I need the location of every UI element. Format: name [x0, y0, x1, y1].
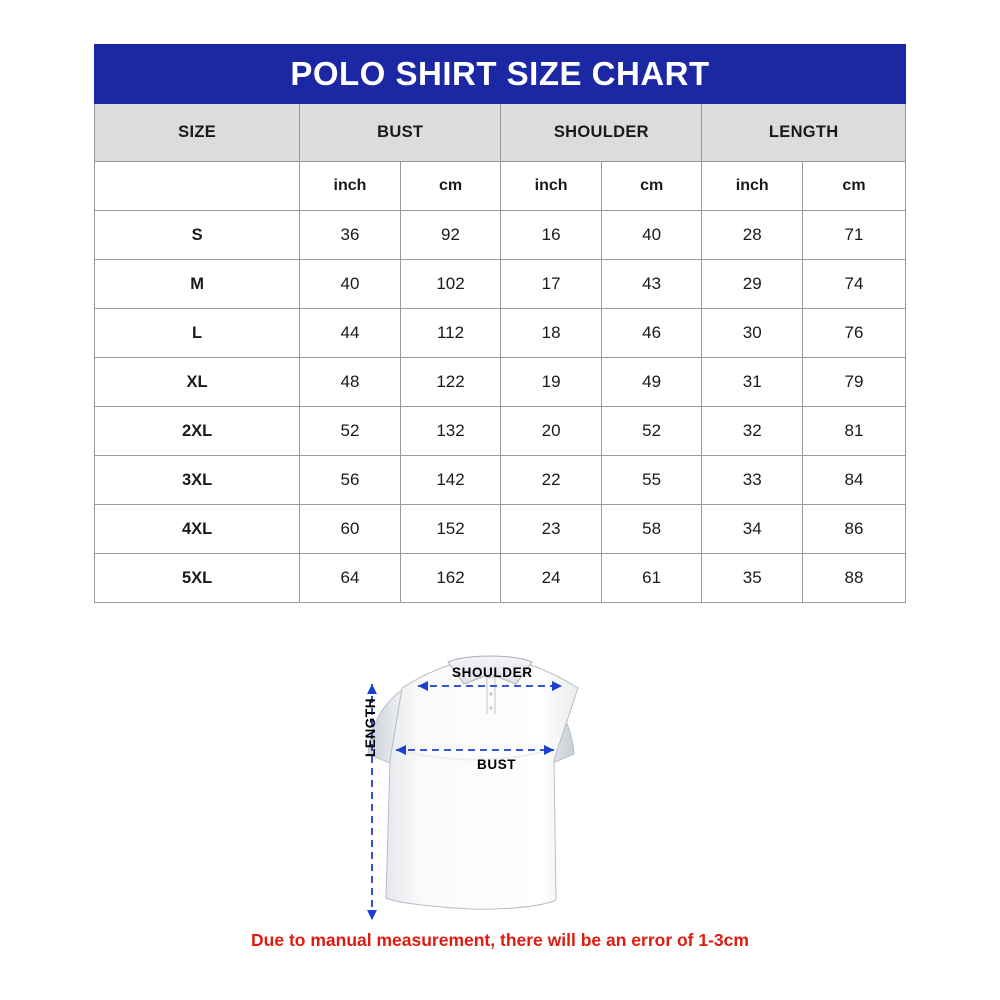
- unit-cell-shoulder-inch: inch: [501, 162, 602, 211]
- cell-length-inch: 34: [702, 505, 803, 554]
- cell-shoulder-inch: 20: [501, 407, 602, 456]
- column-header-bust: BUST: [300, 104, 501, 162]
- unit-cell-blank: [95, 162, 300, 211]
- cell-size: 4XL: [95, 505, 300, 554]
- page-title: POLO SHIRT SIZE CHART: [95, 45, 906, 104]
- cell-shoulder-cm: 58: [601, 505, 702, 554]
- table-row: [95, 309, 906, 358]
- cell-bust-cm: 102: [400, 260, 501, 309]
- column-header-size: SIZE: [95, 104, 300, 162]
- cell-bust-cm: 152: [400, 505, 501, 554]
- unit-cell-bust-cm: cm: [400, 162, 501, 211]
- table-row: [95, 456, 906, 505]
- cell-size: XL: [95, 358, 300, 407]
- cell-length-cm: 86: [802, 505, 905, 554]
- cell-length-cm: 81: [802, 407, 905, 456]
- unit-cell-bust-inch: inch: [300, 162, 401, 211]
- shoulder-measure-label: SHOULDER: [452, 665, 533, 680]
- cell-bust-inch: 40: [300, 260, 401, 309]
- cell-size: 3XL: [95, 456, 300, 505]
- table-row: [95, 505, 906, 554]
- cell-length-inch: 32: [702, 407, 803, 456]
- cell-shoulder-cm: 61: [601, 554, 702, 603]
- cell-shoulder-cm: 40: [601, 211, 702, 260]
- measurement-disclaimer: Due to manual measurement, there will be an error of 1-3cm: [251, 930, 749, 950]
- unit-cell-length-inch: inch: [702, 162, 803, 211]
- cell-size: 5XL: [95, 554, 300, 603]
- cell-shoulder-inch: 16: [501, 211, 602, 260]
- cell-length-cm: 76: [802, 309, 905, 358]
- cell-bust-cm: 92: [400, 211, 501, 260]
- table-row: [95, 554, 906, 603]
- cell-shoulder-cm: 49: [601, 358, 702, 407]
- cell-shoulder-inch: 18: [501, 309, 602, 358]
- cell-length-cm: 71: [802, 211, 905, 260]
- cell-length-cm: 88: [802, 554, 905, 603]
- cell-shoulder-cm: 55: [601, 456, 702, 505]
- cell-size: L: [95, 309, 300, 358]
- cell-length-inch: 28: [702, 211, 803, 260]
- cell-shoulder-inch: 22: [501, 456, 602, 505]
- cell-bust-inch: 56: [300, 456, 401, 505]
- cell-bust-cm: 162: [400, 554, 501, 603]
- cell-length-cm: 74: [802, 260, 905, 309]
- cell-bust-cm: 142: [400, 456, 501, 505]
- cell-shoulder-inch: 17: [501, 260, 602, 309]
- table-row: [95, 211, 906, 260]
- unit-cell-length-cm: cm: [802, 162, 905, 211]
- cell-shoulder-inch: 24: [501, 554, 602, 603]
- cell-length-inch: 31: [702, 358, 803, 407]
- cell-shoulder-cm: 43: [601, 260, 702, 309]
- cell-size: 2XL: [95, 407, 300, 456]
- table-unit-row: [95, 162, 906, 211]
- cell-bust-cm: 132: [400, 407, 501, 456]
- cell-length-inch: 35: [702, 554, 803, 603]
- length-measure-label: LENGTH: [363, 697, 378, 757]
- cell-shoulder-inch: 23: [501, 505, 602, 554]
- table-group-header-row: [95, 104, 906, 162]
- cell-length-inch: 30: [702, 309, 803, 358]
- cell-length-cm: 84: [802, 456, 905, 505]
- cell-shoulder-inch: 19: [501, 358, 602, 407]
- column-header-shoulder: SHOULDER: [501, 104, 702, 162]
- cell-bust-cm: 122: [400, 358, 501, 407]
- size-chart-container: [94, 44, 906, 603]
- cell-size: S: [95, 211, 300, 260]
- cell-shoulder-cm: 46: [601, 309, 702, 358]
- cell-length-inch: 33: [702, 456, 803, 505]
- cell-bust-inch: 44: [300, 309, 401, 358]
- size-chart-table: [94, 44, 906, 603]
- table-row: [95, 260, 906, 309]
- table-title-row: [95, 45, 906, 104]
- column-header-length: LENGTH: [702, 104, 906, 162]
- table-row: [95, 407, 906, 456]
- cell-bust-inch: 52: [300, 407, 401, 456]
- cell-length-inch: 29: [702, 260, 803, 309]
- cell-bust-inch: 36: [300, 211, 401, 260]
- unit-cell-shoulder-cm: cm: [601, 162, 702, 211]
- cell-bust-cm: 112: [400, 309, 501, 358]
- cell-size: M: [95, 260, 300, 309]
- cell-bust-inch: 48: [300, 358, 401, 407]
- bust-measure-label: BUST: [477, 757, 517, 772]
- table-row: [95, 358, 906, 407]
- cell-length-cm: 79: [802, 358, 905, 407]
- cell-bust-inch: 64: [300, 554, 401, 603]
- cell-shoulder-cm: 52: [601, 407, 702, 456]
- cell-bust-inch: 60: [300, 505, 401, 554]
